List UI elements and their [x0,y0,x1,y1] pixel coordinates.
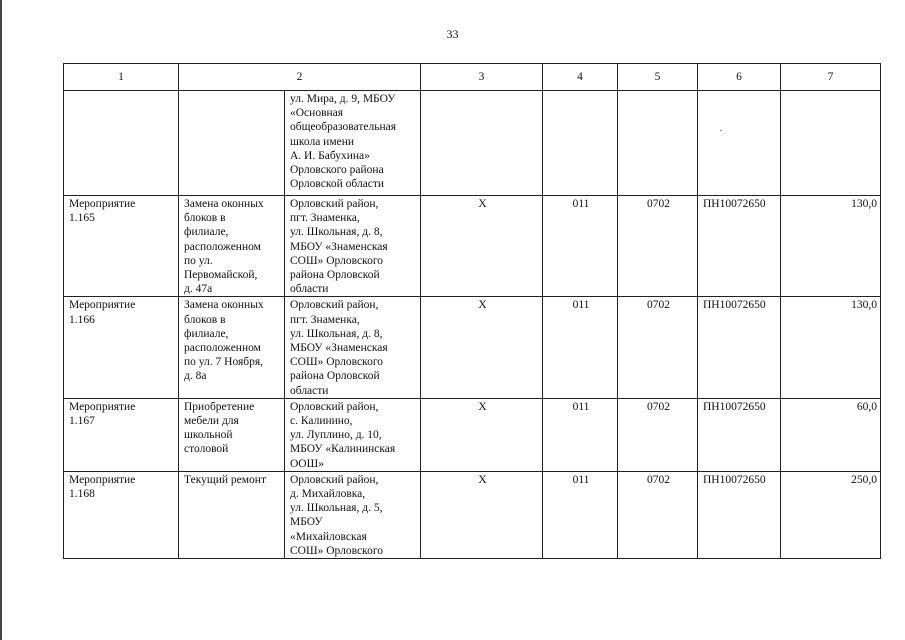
col5-cell: 0702 [618,297,698,398]
event-name-cell: Приобретение мебели для школьной столовой [179,398,285,471]
header-row [64,64,881,91]
table-row [64,196,881,297]
event-number-cell: Мероприятие 1.168 [64,471,179,558]
col7-cell: 60,0 [781,398,881,471]
col4-cell [543,91,618,196]
address-cell: ул. Мира, д. 9, МБОУ «Основная общеобразовательная школа имени А. И. Бабухина» Орловского района Орловской области [285,91,421,196]
col6-cell: ПН10072650 [698,196,781,297]
col3-cell: Х [421,196,543,297]
header-cell: 2 [179,64,421,91]
table-row [64,471,881,558]
budget-table [63,63,881,559]
col4-cell: 011 [543,297,618,398]
col3-cell: Х [421,398,543,471]
header-cell: 5 [618,64,698,91]
event-number-cell [64,91,179,196]
col5-cell [618,91,698,196]
col6-cell: ПН10072650 [698,398,781,471]
col7-cell: 130,0 [781,297,881,398]
col6-cell: ПН10072650 [698,471,781,558]
header-cell: 3 [421,64,543,91]
col7-cell: 250,0 [781,471,881,558]
col4-cell: 011 [543,196,618,297]
address-cell: Орловский район, с. Калинино, ул. Луплино, д. 10, МБОУ «Калининская ООШ» [285,398,421,471]
address-cell: Орловский район, пгт. Знаменка, ул. Школьная, д. 8, МБОУ «Знаменская СОШ» Орловского района Орловской области [285,196,421,297]
table-row [64,297,881,398]
header-cell: 4 [543,64,618,91]
scan-edge-line [0,0,2,640]
col5-cell: 0702 [618,471,698,558]
col3-cell [421,91,543,196]
col4-cell: 011 [543,398,618,471]
table-row [64,91,881,196]
event-name-cell [179,91,285,196]
address-cell: Орловский район, д. Михайловка, ул. Школьная, д. 5, МБОУ «Михайловская СОШ» Орловского [285,471,421,558]
header-cell: 6 [698,64,781,91]
header-cell: 1 [64,64,179,91]
event-number-cell: Мероприятие 1.166 [64,297,179,398]
event-number-cell: Мероприятие 1.167 [64,398,179,471]
event-number-cell: Мероприятие 1.165 [64,196,179,297]
col7-cell [781,91,881,196]
table-row [64,398,881,471]
col5-cell: 0702 [618,398,698,471]
page-number: 33 [446,27,459,41]
event-name-cell: Текущий ремонт [179,471,285,558]
col3-cell: Х [421,471,543,558]
col7-cell: 130,0 [781,196,881,297]
col6-cell: ПН10072650 [698,297,781,398]
col3-cell: Х [421,297,543,398]
address-cell: Орловский район, пгт. Знаменка, ул. Школьная, д. 8, МБОУ «Знаменская СОШ» Орловского района Орловской области [285,297,421,398]
event-name-cell: Замена оконных блоков в филиале, расположенном по ул. 7 Ноября, д. 8а [179,297,285,398]
header-cell: 7 [781,64,881,91]
col6-cell [698,91,781,196]
col5-cell: 0702 [618,196,698,297]
scan-speck [720,130,722,131]
col4-cell: 011 [543,471,618,558]
event-name-cell: Замена оконных блоков в филиале, расположенном по ул. Первомайской, д. 47а [179,196,285,297]
